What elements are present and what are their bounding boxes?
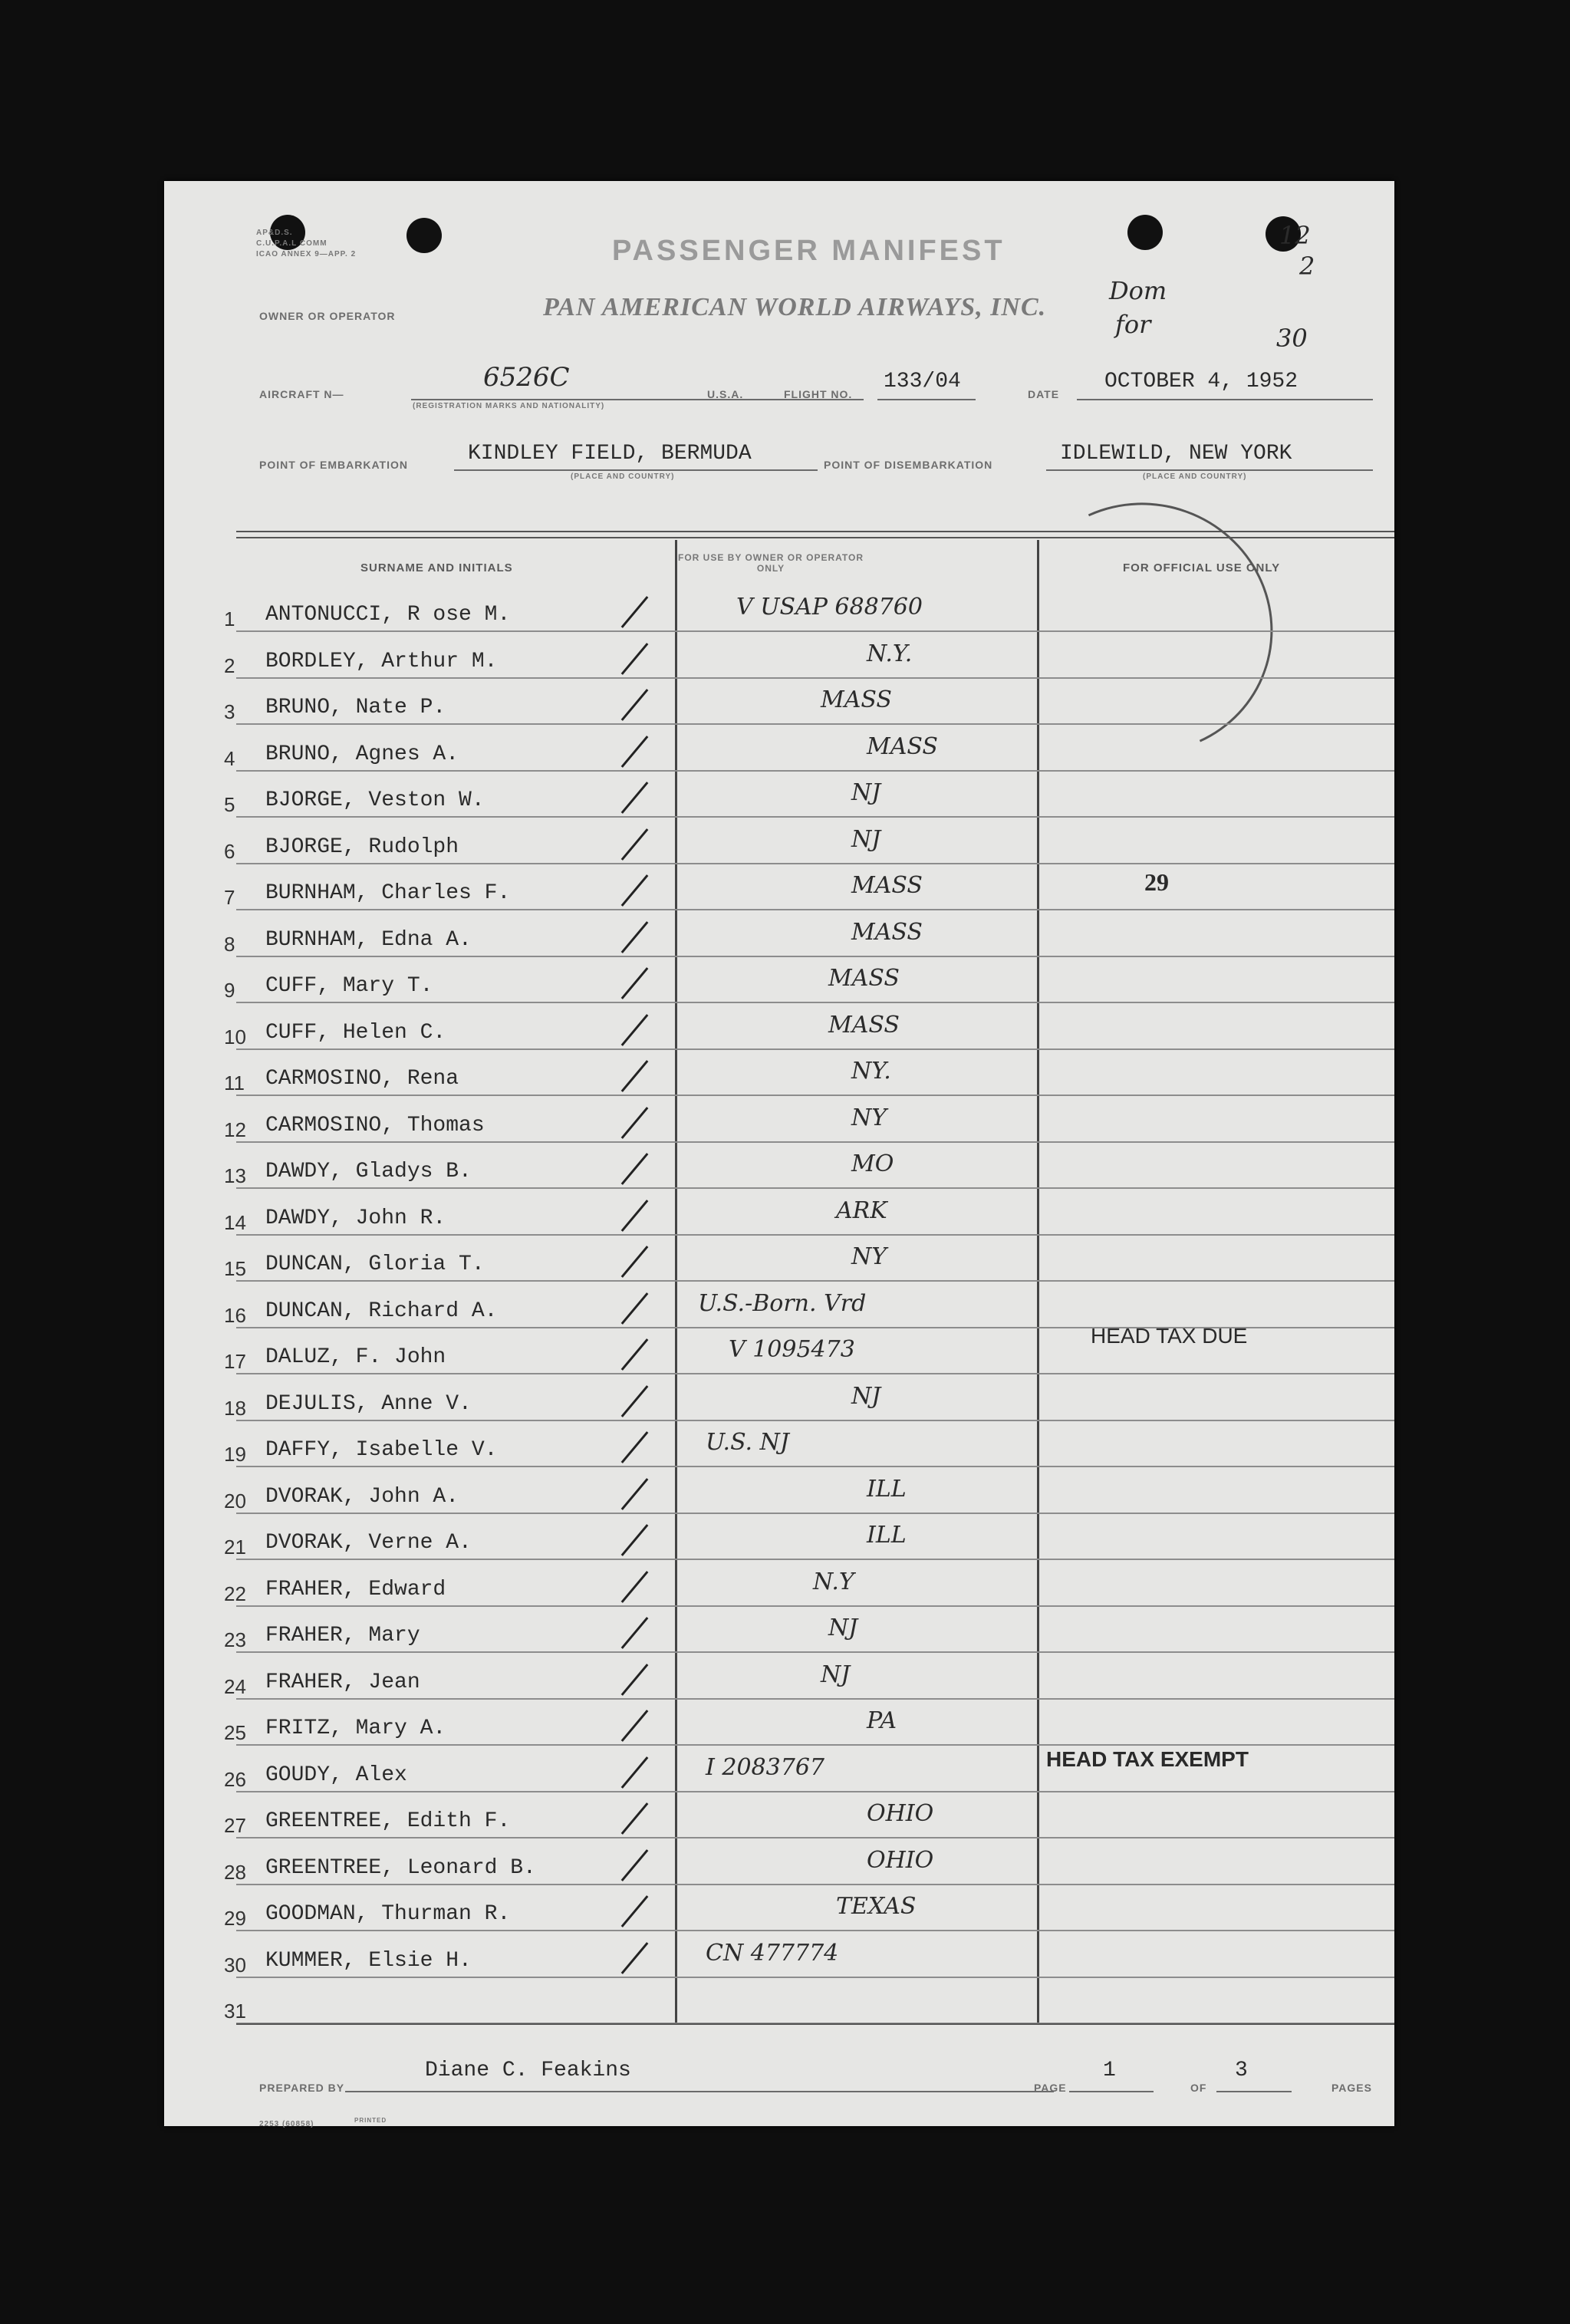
row-rule xyxy=(236,1048,1394,1050)
footer-printed: PRINTED xyxy=(354,2117,387,2124)
passenger-name: FRAHER, Edward xyxy=(265,1578,446,1601)
passenger-name: BRUNO, Agnes A. xyxy=(265,742,459,766)
check-mark xyxy=(621,1895,649,1927)
owner-note: NJ xyxy=(821,1661,851,1688)
row-number: 13 xyxy=(224,1164,246,1187)
head-tax-due-stamp: HEAD TAX DUE xyxy=(1091,1324,1248,1348)
disembark-label: POINT OF DISEMBARKATION xyxy=(824,459,993,471)
row-rule xyxy=(236,723,1394,725)
owner-note: NY xyxy=(851,1243,887,1270)
owner-note: MASS xyxy=(828,1012,900,1039)
row-number: 29 xyxy=(224,1907,246,1930)
check-mark xyxy=(621,1060,649,1092)
row-rule xyxy=(236,630,1394,632)
check-mark xyxy=(621,1942,649,1974)
passenger-name: FRAHER, Jean xyxy=(265,1671,420,1694)
owner-note: NJ xyxy=(851,779,881,806)
passenger-name: CUFF, Helen C. xyxy=(265,1021,446,1045)
check-mark xyxy=(621,967,649,999)
check-mark xyxy=(621,1200,649,1232)
row-rule xyxy=(236,1791,1394,1792)
owner-note: MASS xyxy=(851,919,923,946)
row-number: 12 xyxy=(224,1118,246,1141)
passenger-name: GREENTREE, Leonard B. xyxy=(265,1856,536,1880)
owner-note: MASS xyxy=(851,872,923,899)
underline xyxy=(1046,469,1373,471)
owner-note: V 1095473 xyxy=(729,1336,855,1363)
row-number: 6 xyxy=(224,840,235,863)
row-rule xyxy=(236,1513,1394,1514)
col-surname-header: SURNAME AND INITIALS xyxy=(360,561,513,574)
row-number: 10 xyxy=(224,1025,246,1048)
passenger-name: DALUZ, F. John xyxy=(265,1345,446,1369)
owner-note: MASS xyxy=(867,733,938,760)
passenger-name: CARMOSINO, Thomas xyxy=(265,1114,485,1137)
check-mark xyxy=(621,1107,649,1139)
passenger-name: BORDLEY, Arthur M. xyxy=(265,650,498,673)
head-tax-exempt-stamp: HEAD TAX EXEMPT xyxy=(1046,1747,1249,1771)
form-ref-line: C.U.P.A.L COMM xyxy=(256,239,327,248)
passenger-name: DUNCAN, Richard A. xyxy=(265,1299,498,1323)
row-number: 18 xyxy=(224,1397,246,1420)
row-rule xyxy=(236,956,1394,957)
row-number: 4 xyxy=(224,747,235,770)
registration-caption: (REGISTRATION MARKS AND NATIONALITY) xyxy=(413,402,605,410)
check-mark xyxy=(621,782,649,814)
row-number: 1 xyxy=(224,607,235,630)
owner-note: MASS xyxy=(828,965,900,992)
underline xyxy=(1077,399,1373,400)
passenger-name: KUMMER, Elsie H. xyxy=(265,1949,472,1973)
aircraft-label: AIRCRAFT N— xyxy=(259,388,344,400)
manifest-page xyxy=(164,181,1394,2126)
disembark-value: IDLEWILD, NEW YORK xyxy=(1060,442,1292,466)
check-mark xyxy=(621,1756,649,1789)
row-number: 25 xyxy=(224,1721,246,1744)
row-number: 14 xyxy=(224,1211,246,1234)
underline xyxy=(1216,2091,1292,2092)
corner-annotation: 12 xyxy=(1279,221,1311,250)
passenger-name: CUFF, Mary T. xyxy=(265,974,433,998)
owner-note: ILL xyxy=(867,1476,907,1503)
owner-note: CN 477774 xyxy=(706,1940,839,1967)
row-number: 11 xyxy=(224,1071,245,1095)
row-rule xyxy=(236,1420,1394,1421)
of-value: 3 xyxy=(1235,2059,1248,2082)
row-number: 20 xyxy=(224,1490,246,1513)
row-rule xyxy=(236,909,1394,910)
owner-note: NY. xyxy=(851,1058,891,1085)
corner-annotation: 2 xyxy=(1299,252,1315,281)
page-label: PAGE xyxy=(1034,2082,1067,2094)
owner-note: N.Y. xyxy=(867,640,913,667)
row-number: 16 xyxy=(224,1304,246,1327)
official-stamp-arc xyxy=(980,466,1308,789)
corner-annotation: for xyxy=(1115,310,1151,339)
column-divider xyxy=(675,540,677,2023)
row-rule xyxy=(236,1280,1394,1282)
place-caption: (PLACE AND COUNTRY) xyxy=(1143,472,1247,481)
row-number: 5 xyxy=(224,793,235,816)
owner-note: OHIO xyxy=(867,1847,934,1874)
row-rule xyxy=(236,1095,1394,1096)
check-mark xyxy=(621,1014,649,1046)
row-rule xyxy=(236,1698,1394,1700)
row-number: 17 xyxy=(224,1350,246,1373)
check-mark xyxy=(621,1478,649,1510)
date-label: DATE xyxy=(1028,388,1060,400)
check-mark xyxy=(621,1571,649,1603)
embark-label: POINT OF EMBARKATION xyxy=(259,459,408,471)
check-mark xyxy=(621,736,649,768)
of-label: OF xyxy=(1190,2082,1207,2094)
owner-note: MASS xyxy=(821,686,892,713)
prepared-value: Diane C. Feakins xyxy=(425,2059,631,2082)
check-mark xyxy=(621,1292,649,1325)
owner-note: U.S. NJ xyxy=(706,1429,789,1456)
row-number: 23 xyxy=(224,1628,246,1651)
aircraft-value: 6526C xyxy=(483,362,570,393)
usa-label: U.S.A. xyxy=(707,388,744,400)
row-number: 24 xyxy=(224,1675,246,1698)
row-number: 31 xyxy=(224,2000,246,2023)
owner-note: NJ xyxy=(828,1615,858,1641)
owner-note: N.Y xyxy=(813,1569,854,1595)
check-mark xyxy=(621,1617,649,1649)
place-caption: (PLACE AND COUNTRY) xyxy=(571,472,675,481)
passenger-name: BJORGE, Rudolph xyxy=(265,835,459,859)
check-mark xyxy=(621,1802,649,1835)
check-mark xyxy=(621,1664,649,1696)
passenger-name: DUNCAN, Gloria T. xyxy=(265,1253,485,1276)
column-divider xyxy=(1037,540,1039,2023)
owner-note: U.S.-Born. Vrd xyxy=(698,1290,867,1317)
row-rule xyxy=(236,1651,1394,1653)
passenger-name: DEJULIS, Anne V. xyxy=(265,1392,472,1416)
passenger-name: DVORAK, John A. xyxy=(265,1485,459,1509)
row-rule xyxy=(236,1977,1394,1978)
row-number: 26 xyxy=(224,1768,246,1791)
row-rule xyxy=(236,1466,1394,1467)
row-rule xyxy=(236,1559,1394,1560)
check-mark xyxy=(621,1385,649,1417)
check-mark xyxy=(621,1431,649,1463)
passenger-name: CARMOSINO, Rena xyxy=(265,1067,459,1091)
underline xyxy=(1069,2091,1154,2092)
col-official-header: FOR OFFICIAL USE ONLY xyxy=(1123,561,1281,574)
flight-value: 133/04 xyxy=(884,370,961,393)
row-number: 7 xyxy=(224,886,235,909)
passenger-name: BURNHAM, Edna A. xyxy=(265,928,472,952)
form-ref-line: AP&D.S. xyxy=(256,229,293,237)
row-rule xyxy=(236,1373,1394,1374)
row-number: 8 xyxy=(224,933,235,956)
owner-label: OWNER OR OPERATOR xyxy=(259,310,396,322)
owner-note: TEXAS xyxy=(836,1893,917,1920)
owner-note: I 2083767 xyxy=(706,1754,824,1781)
row-rule xyxy=(236,1234,1394,1236)
row-rule xyxy=(236,1884,1394,1885)
corner-annotation: Dom xyxy=(1109,276,1167,305)
row-number: 15 xyxy=(224,1257,246,1280)
passenger-name: DVORAK, Verne A. xyxy=(265,1531,472,1555)
passenger-name: GOODMAN, Thurman R. xyxy=(265,1902,511,1926)
row-rule xyxy=(236,677,1394,679)
row-number: 9 xyxy=(224,979,235,1002)
check-mark xyxy=(621,1849,649,1881)
prepared-label: PREPARED BY xyxy=(259,2082,345,2094)
passenger-name: FRAHER, Mary xyxy=(265,1624,420,1648)
page-value: 1 xyxy=(1103,2059,1116,2082)
underline xyxy=(877,399,976,400)
embark-value: KINDLEY FIELD, BERMUDA xyxy=(468,442,752,466)
passenger-name: BJORGE, Veston W. xyxy=(265,788,485,812)
check-mark xyxy=(621,1153,649,1185)
punch-hole xyxy=(406,218,442,253)
footer-code: 2253 (60858) xyxy=(259,2120,314,2128)
date-value: OCTOBER 4, 1952 xyxy=(1104,370,1298,393)
owner-note: PA xyxy=(867,1707,897,1734)
owner-note: NJ xyxy=(851,826,881,853)
row-number: 30 xyxy=(224,1954,246,1977)
row-number: 19 xyxy=(224,1443,246,1466)
row-rule xyxy=(236,863,1394,864)
owner-note: MO xyxy=(851,1150,894,1177)
passenger-name: GOUDY, Alex xyxy=(265,1763,407,1787)
check-mark xyxy=(621,921,649,953)
row-rule xyxy=(236,1002,1394,1003)
row-number: 3 xyxy=(224,700,235,723)
owner-note: V USAP 688760 xyxy=(736,594,923,621)
passenger-name: GREENTREE, Edith F. xyxy=(265,1809,511,1833)
flight-label: FLIGHT NO. xyxy=(784,388,853,400)
row-number: 2 xyxy=(224,654,235,677)
row-rule xyxy=(236,1837,1394,1838)
passenger-name: DAFFY, Isabelle V. xyxy=(265,1438,498,1462)
passenger-name: BRUNO, Nate P. xyxy=(265,696,446,719)
row-rule xyxy=(236,1141,1394,1143)
row-number: 21 xyxy=(224,1536,246,1559)
col-owner-header: FOR USE BY OWNER OR OPERATOR ONLY xyxy=(677,552,864,574)
row-rule xyxy=(236,770,1394,772)
check-mark xyxy=(621,1710,649,1742)
check-mark xyxy=(621,643,649,675)
underline xyxy=(454,469,818,471)
punch-hole xyxy=(1127,215,1163,250)
form-ref-line: ICAO ANNEX 9—APP. 2 xyxy=(256,250,357,258)
passenger-name: ANTONUCCI, R ose M. xyxy=(265,603,511,627)
row-number: 22 xyxy=(224,1582,246,1605)
owner-note: ARK xyxy=(836,1197,887,1224)
check-mark xyxy=(621,1524,649,1556)
check-mark xyxy=(621,1246,649,1278)
check-mark xyxy=(621,689,649,721)
row-rule xyxy=(236,816,1394,818)
passenger-count: 29 xyxy=(1144,868,1169,896)
underline xyxy=(345,2091,1054,2092)
row-rule xyxy=(236,1605,1394,1607)
pages-label: PAGES xyxy=(1331,2082,1372,2094)
check-mark xyxy=(621,874,649,907)
owner-note: ILL xyxy=(867,1522,907,1549)
row-rule xyxy=(236,1930,1394,1931)
row-number: 27 xyxy=(224,1814,246,1837)
check-mark xyxy=(621,828,649,861)
corner-annotation: 30 xyxy=(1276,324,1308,353)
owner-note: NY xyxy=(851,1104,887,1131)
owner-note: NJ xyxy=(851,1383,881,1410)
passenger-name: DAWDY, John R. xyxy=(265,1206,446,1230)
passenger-name: FRITZ, Mary A. xyxy=(265,1717,446,1740)
owner-note: OHIO xyxy=(867,1800,934,1827)
check-mark xyxy=(621,1338,649,1371)
row-rule xyxy=(236,1187,1394,1189)
row-rule xyxy=(236,1744,1394,1746)
check-mark xyxy=(621,596,649,628)
footer-rule xyxy=(236,2023,1394,2025)
row-number: 28 xyxy=(224,1861,246,1884)
passenger-name: BURNHAM, Charles F. xyxy=(265,881,511,905)
form-title: PASSENGER MANIFEST xyxy=(612,235,1006,267)
airline-name: PAN AMERICAN WORLD AIRWAYS, INC. xyxy=(543,293,1047,321)
passenger-name: DAWDY, Gladys B. xyxy=(265,1160,472,1183)
